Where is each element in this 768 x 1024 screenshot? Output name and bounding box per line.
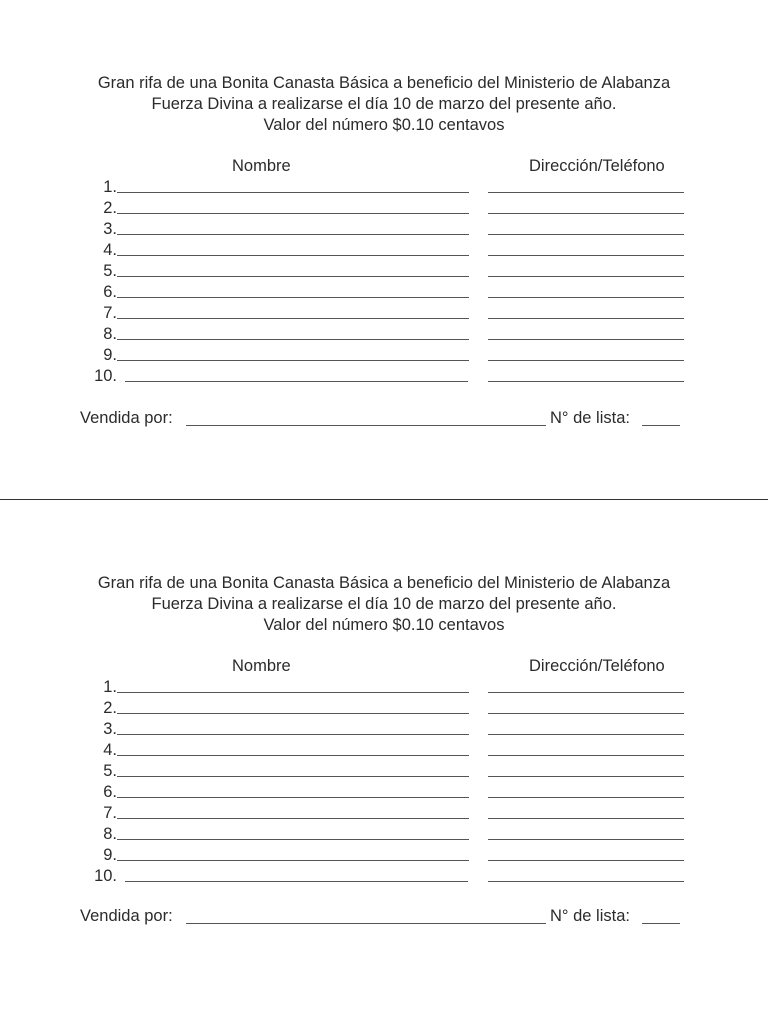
row-number: 5. <box>103 762 117 780</box>
entry-row <box>0 240 768 261</box>
row-number: 8. <box>103 325 117 343</box>
address-blank-line[interactable] <box>488 192 684 193</box>
address-blank-line[interactable] <box>488 318 684 319</box>
entry-row <box>0 803 768 824</box>
name-blank-line[interactable] <box>117 755 469 756</box>
name-blank-line[interactable] <box>117 860 469 861</box>
address-blank-line[interactable] <box>488 255 684 256</box>
name-blank-line[interactable] <box>117 797 469 798</box>
address-blank-line[interactable] <box>488 797 684 798</box>
address-blank-line[interactable] <box>488 860 684 861</box>
name-blank-line[interactable] <box>117 276 469 277</box>
address-blank-line[interactable] <box>488 881 684 882</box>
entry-row <box>0 845 768 866</box>
list-number-label: N° de lista: <box>550 907 630 925</box>
entry-row <box>0 261 768 282</box>
name-blank-line[interactable] <box>117 360 469 361</box>
list-number-blank-line[interactable] <box>642 425 680 426</box>
row-number: 3. <box>103 720 117 738</box>
entry-row <box>0 761 768 782</box>
row-number: 3. <box>103 220 117 238</box>
entry-row <box>0 177 768 198</box>
entry-row <box>0 719 768 740</box>
address-blank-line[interactable] <box>488 755 684 756</box>
name-blank-line[interactable] <box>117 692 469 693</box>
name-blank-line[interactable] <box>117 318 469 319</box>
row-number: 4. <box>103 241 117 259</box>
row-number: 10. <box>94 867 117 885</box>
name-blank-line[interactable] <box>117 255 469 256</box>
name-blank-line[interactable] <box>117 713 469 714</box>
row-number: 9. <box>103 346 117 364</box>
name-blank-line[interactable] <box>117 776 469 777</box>
row-number: 2. <box>103 199 117 217</box>
address-blank-line[interactable] <box>488 713 684 714</box>
name-blank-line[interactable] <box>125 881 468 882</box>
ticket-title-line: Fuerza Divina a realizarse el día 10 de marzo del presente año. <box>151 595 617 613</box>
entry-row <box>0 198 768 219</box>
address-blank-line[interactable] <box>488 381 684 382</box>
column-header-name: Nombre <box>232 157 291 175</box>
raffle-ticket <box>0 0 768 440</box>
address-blank-line[interactable] <box>488 360 684 361</box>
sold-by-blank-line[interactable] <box>186 923 546 924</box>
list-number-blank-line[interactable] <box>642 923 680 924</box>
name-blank-line[interactable] <box>117 297 469 298</box>
name-blank-line[interactable] <box>117 818 469 819</box>
address-blank-line[interactable] <box>488 734 684 735</box>
entry-row <box>0 866 768 887</box>
ticket-title-line: Gran rifa de una Bonita Canasta Básica a beneficio del Ministerio de Alabanza <box>97 574 671 592</box>
name-blank-line[interactable] <box>117 839 469 840</box>
column-header-name: Nombre <box>232 657 291 675</box>
entry-row <box>0 698 768 719</box>
entry-row <box>0 677 768 698</box>
ticket-title-line: Fuerza Divina a realizarse el día 10 de marzo del presente año. <box>151 95 617 113</box>
address-blank-line[interactable] <box>488 818 684 819</box>
name-blank-line[interactable] <box>117 213 469 214</box>
row-number: 6. <box>103 283 117 301</box>
entry-row <box>0 282 768 303</box>
row-number: 4. <box>103 741 117 759</box>
ticket-title-line: Gran rifa de una Bonita Canasta Básica a beneficio del Ministerio de Alabanza <box>97 74 671 92</box>
entry-row <box>0 366 768 387</box>
entry-row <box>0 219 768 240</box>
entry-row <box>0 782 768 803</box>
entry-row <box>0 824 768 845</box>
row-number: 1. <box>103 178 117 196</box>
name-blank-line[interactable] <box>117 234 469 235</box>
sold-by-label: Vendida por: <box>80 907 173 925</box>
row-number: 7. <box>103 804 117 822</box>
row-number: 10. <box>94 367 117 385</box>
row-number: 1. <box>103 678 117 696</box>
name-blank-line[interactable] <box>125 381 468 382</box>
address-blank-line[interactable] <box>488 692 684 693</box>
address-blank-line[interactable] <box>488 297 684 298</box>
list-number-label: N° de lista: <box>550 409 630 427</box>
name-blank-line[interactable] <box>117 734 469 735</box>
address-blank-line[interactable] <box>488 839 684 840</box>
row-number: 5. <box>103 262 117 280</box>
sold-by-label: Vendida por: <box>80 409 173 427</box>
row-number: 8. <box>103 825 117 843</box>
entry-row <box>0 345 768 366</box>
address-blank-line[interactable] <box>488 776 684 777</box>
entry-row <box>0 324 768 345</box>
address-blank-line[interactable] <box>488 276 684 277</box>
raffle-ticket <box>0 500 768 940</box>
row-number: 6. <box>103 783 117 801</box>
column-header-address: Dirección/Teléfono <box>529 657 665 675</box>
row-number: 7. <box>103 304 117 322</box>
ticket-title-line: Valor del número $0.10 centavos <box>263 616 505 634</box>
row-number: 2. <box>103 699 117 717</box>
column-header-address: Dirección/Teléfono <box>529 157 665 175</box>
ticket-title-line: Valor del número $0.10 centavos <box>263 116 505 134</box>
address-blank-line[interactable] <box>488 213 684 214</box>
sold-by-blank-line[interactable] <box>186 425 546 426</box>
entry-row <box>0 740 768 761</box>
entry-row <box>0 303 768 324</box>
row-number: 9. <box>103 846 117 864</box>
name-blank-line[interactable] <box>117 339 469 340</box>
address-blank-line[interactable] <box>488 339 684 340</box>
address-blank-line[interactable] <box>488 234 684 235</box>
name-blank-line[interactable] <box>117 192 469 193</box>
